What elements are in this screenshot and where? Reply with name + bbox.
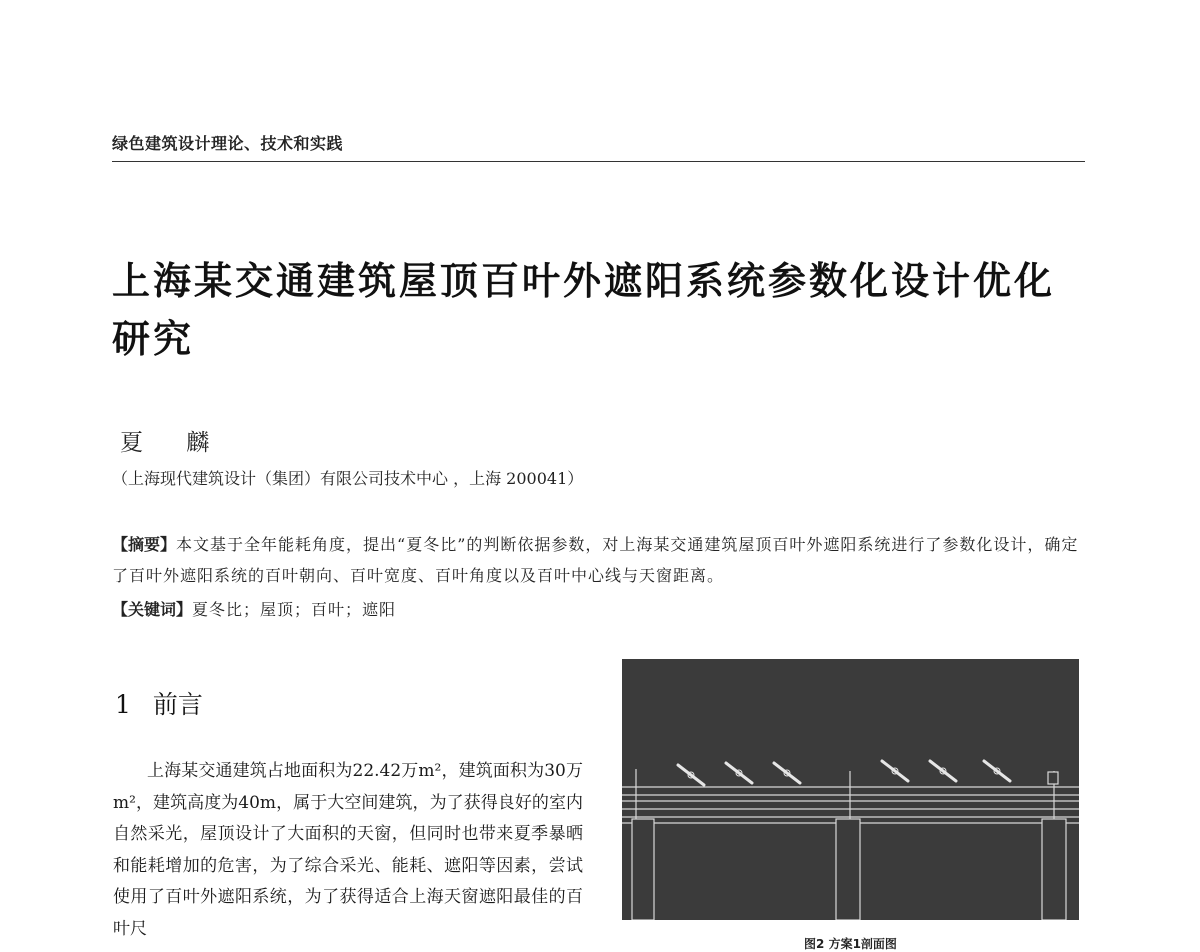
keywords-text: 夏冬比；屋顶；百叶；遮阳 <box>192 600 397 619</box>
section-heading <box>115 685 203 721</box>
author-name: 夏 麟 <box>120 430 228 456</box>
section-title: 前言 <box>152 690 203 719</box>
author-affiliation: （上海现代建筑设计（集团）有限公司技术中心 ，上海 200041） <box>112 469 584 488</box>
keywords-label: 【关键词】 <box>112 600 193 619</box>
section-number: 1 <box>115 690 131 719</box>
header-rule <box>112 161 1085 162</box>
abstract-text: 本文基于全年能耗角度，提出“夏冬比”的判断依据参数，对上海某交通建筑屋顶百叶外遮阳系统进行了参数化设计，确定了百叶外遮阳系统的百叶朝向、百叶宽度、百叶角度以及百叶中心线与天窗距离。 <box>112 535 1079 585</box>
abstract <box>112 529 1087 591</box>
running-head: 绿色建筑设计理论、技术和实践 <box>112 134 344 153</box>
body-paragraph: 上海某交通建筑占地面积为22.42万m²，建筑面积为30万m²，建筑高度为40m，属于大空间建筑，为了获得良好的室内自然采光，屋顶设计了大面积的天窗，但同时也带来夏季暴晒和能耗增加的危害，为了综合采光、能耗、遮阳等因素，尝试使用了百叶外遮阳系统，为了获得适合上海天窗遮阳最佳的百叶尺 <box>113 761 583 939</box>
keywords <box>112 594 1087 625</box>
section-drawing-figure <box>622 659 1079 920</box>
section-drawing <box>622 659 1079 920</box>
article-title: 上海某交通建筑屋顶百叶外遮阳系统参数化设计优化研究 <box>112 259 1056 361</box>
abstract-label: 【摘要】 <box>112 535 177 554</box>
figure-caption: 图2 方案1剖面图 <box>804 937 897 951</box>
